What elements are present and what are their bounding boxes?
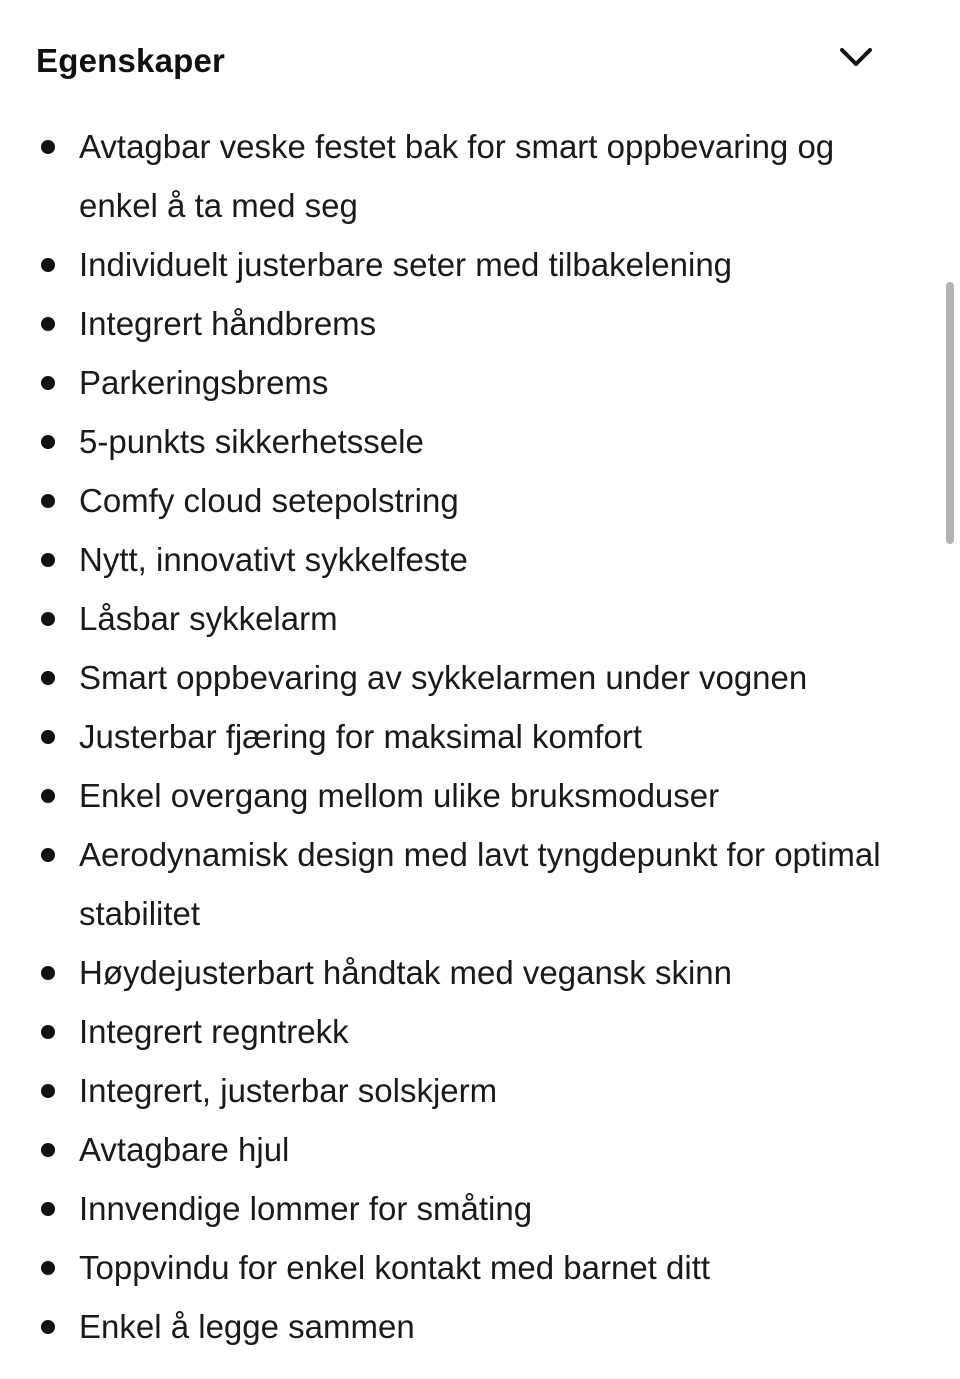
- chevron-down-icon[interactable]: [836, 40, 876, 76]
- bullet-icon: [41, 317, 55, 331]
- bullet-icon: [41, 612, 55, 626]
- feature-text: Justerbar fjæring for maksimal komfort: [79, 718, 642, 755]
- section-title: Egenskaper: [36, 42, 226, 79]
- feature-text: Avtagbare hjul: [79, 1131, 290, 1168]
- feature-text: Låsbar sykkelarm: [79, 600, 338, 637]
- feature-item: [0, 353, 930, 412]
- feature-item: [0, 530, 930, 589]
- feature-text: Innvendige lommer for småting: [79, 1190, 533, 1227]
- bullet-icon: [41, 1025, 55, 1039]
- feature-text: Comfy cloud setepolstring: [79, 482, 459, 519]
- feature-item: [0, 294, 930, 353]
- feature-item: [0, 1061, 930, 1120]
- feature-list: [0, 117, 930, 1356]
- feature-item: [0, 648, 930, 707]
- bullet-icon: [41, 966, 55, 980]
- bullet-icon: [41, 1320, 55, 1334]
- feature-item: [0, 471, 930, 530]
- feature-text: Smart oppbevaring av sykkelarmen under vognen: [79, 659, 808, 696]
- feature-item: [0, 1120, 930, 1179]
- feature-item: [0, 1002, 930, 1061]
- bullet-icon: [41, 671, 55, 685]
- feature-item: [0, 1238, 930, 1297]
- feature-text: Parkeringsbrems: [79, 364, 329, 401]
- bullet-icon: [41, 789, 55, 803]
- bullet-icon: [41, 1261, 55, 1275]
- bullet-icon: [41, 553, 55, 567]
- feature-text: Nytt, innovativt sykkelfeste: [79, 541, 468, 578]
- feature-item: [0, 707, 930, 766]
- feature-text: Integrert håndbrems: [79, 305, 377, 342]
- bullet-icon: [41, 848, 55, 862]
- bullet-icon: [41, 494, 55, 508]
- feature-item: [0, 943, 930, 1002]
- feature-item: [0, 589, 930, 648]
- bullet-icon: [41, 435, 55, 449]
- feature-text: Integrert, justerbar solskjerm: [79, 1072, 498, 1109]
- feature-item: [0, 235, 930, 294]
- bullet-icon: [41, 140, 55, 154]
- bullet-icon: [41, 1084, 55, 1098]
- bullet-icon: [41, 730, 55, 744]
- bullet-icon: [41, 1202, 55, 1216]
- feature-item: [0, 1179, 930, 1238]
- feature-item: [0, 117, 930, 235]
- feature-text: 5-punkts sikkerhetssele: [79, 423, 424, 460]
- feature-text: Aerodynamisk design med lavt tyngdepunkt for optimal stabilitet: [79, 836, 881, 932]
- feature-item: [0, 1297, 930, 1356]
- feature-text: Individuelt justerbare seter med tilbakelening: [79, 246, 733, 283]
- accordion-header-egenskaper[interactable]: [0, 0, 960, 110]
- feature-item: [0, 412, 930, 471]
- feature-item: [0, 825, 930, 943]
- feature-item: [0, 766, 930, 825]
- feature-text: Integrert regntrekk: [79, 1013, 349, 1050]
- bullet-icon: [41, 258, 55, 272]
- feature-text: Enkel overgang mellom ulike bruksmoduser: [79, 777, 720, 814]
- bullet-icon: [41, 1143, 55, 1157]
- feature-text: Avtagbar veske festet bak for smart oppbevaring og enkel å ta med seg: [79, 128, 835, 224]
- feature-text: Toppvindu for enkel kontakt med barnet ditt: [79, 1249, 711, 1286]
- feature-text: Høydejusterbart håndtak med vegansk skinn: [79, 954, 733, 991]
- feature-text: Enkel å legge sammen: [79, 1308, 415, 1345]
- bullet-icon: [41, 376, 55, 390]
- scrollbar-thumb[interactable]: [946, 282, 954, 544]
